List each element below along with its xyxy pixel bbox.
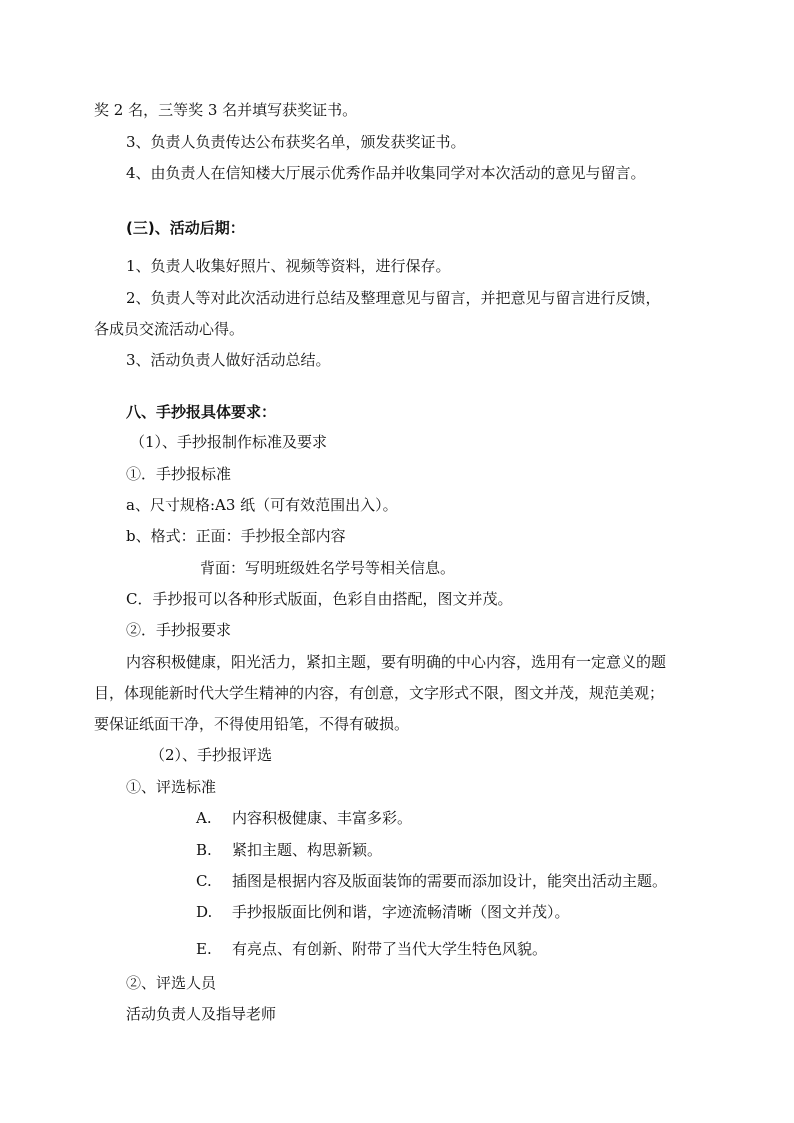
award-line-tail: 奖 2 名，三等奖 3 名并填写获奖证书。 [94,101,358,119]
criteria-item [196,840,382,860]
judges-label: ②、评选人员 [126,974,217,992]
section-heading-later-stage: (三)、活动后期： [126,219,245,237]
requirements-text-line-2: 目，体现能新时代大学生精神的内容，有创意，文字形式不限，图文并茂，规范美观； [94,684,665,702]
list-item-announce-winners: 3、负责人负责传达公布获奖名单，颁发获奖证书。 [126,133,466,151]
judges-text: 活动负责人及指导老师 [126,1005,277,1023]
requirements-text-line-1: 内容积极健康，阳光活力，紧扣主题，要有明确的中心内容，选用有一定意义的题 [126,653,667,671]
size-spec-line: a、尺寸规格:A3 纸（可有效范围出入）。 [126,496,398,514]
list-item-collect-materials: 1、负责人收集好照片、视频等资料，进行保存。 [126,257,451,275]
criteria-marker: E. [196,940,212,958]
criteria-label: ①、评选标准 [126,778,217,796]
list-item-activity-summary: 3、活动负责人做好活动总结。 [126,351,331,369]
criteria-text: 紧扣主题、构思新颖。 [232,841,383,859]
requirements-label: ②．手抄报要求 [126,621,232,639]
criteria-marker: B. [196,841,212,859]
list-item-summary-feedback-cont: 各成员交流活动心得。 [94,320,245,338]
criteria-item [196,902,570,922]
style-line: C．手抄报可以各种形式版面，色彩自由搭配，图文并茂。 [126,590,513,608]
format-front-line: b、格式：正面：手抄报全部内容 [126,527,346,545]
criteria-text: 有亮点、有创新、附带了当代大学生特色风貌。 [232,940,548,958]
criteria-item [196,939,547,959]
subsection-heading-standards: （1）、手抄报制作标准及要求 [130,433,328,451]
subsection-heading-selection: （2）、手抄报评选 [150,746,273,764]
section-heading-requirements: 八、手抄报具体要求： [126,403,277,421]
standard-label: ①．手抄报标准 [126,465,232,483]
criteria-item [196,808,412,828]
criteria-marker: C. [196,872,212,890]
criteria-marker: D. [196,903,213,921]
criteria-item [196,871,667,891]
criteria-text: 内容积极健康、丰富多彩。 [232,809,413,827]
criteria-text: 插图是根据内容及版面装饰的需要而添加设计，能突出活动主题。 [232,872,668,890]
format-back-line: 背面：写明班级姓名学号等相关信息。 [200,559,456,577]
criteria-text: 手抄报版面比例和谐，字迹流畅清晰（图文并茂）。 [232,903,570,921]
criteria-marker: A. [196,809,212,827]
list-item-summary-feedback: 2、负责人等对此次活动进行总结及整理意见与留言，并把意见与留言进行反馈， [126,289,661,307]
list-item-exhibit-works: 4、由负责人在信知楼大厅展示优秀作品并收集同学对本次活动的意见与留言。 [126,164,646,182]
requirements-text-line-3: 要保证纸面干净，不得使用铅笔，不得有破损。 [94,715,410,733]
